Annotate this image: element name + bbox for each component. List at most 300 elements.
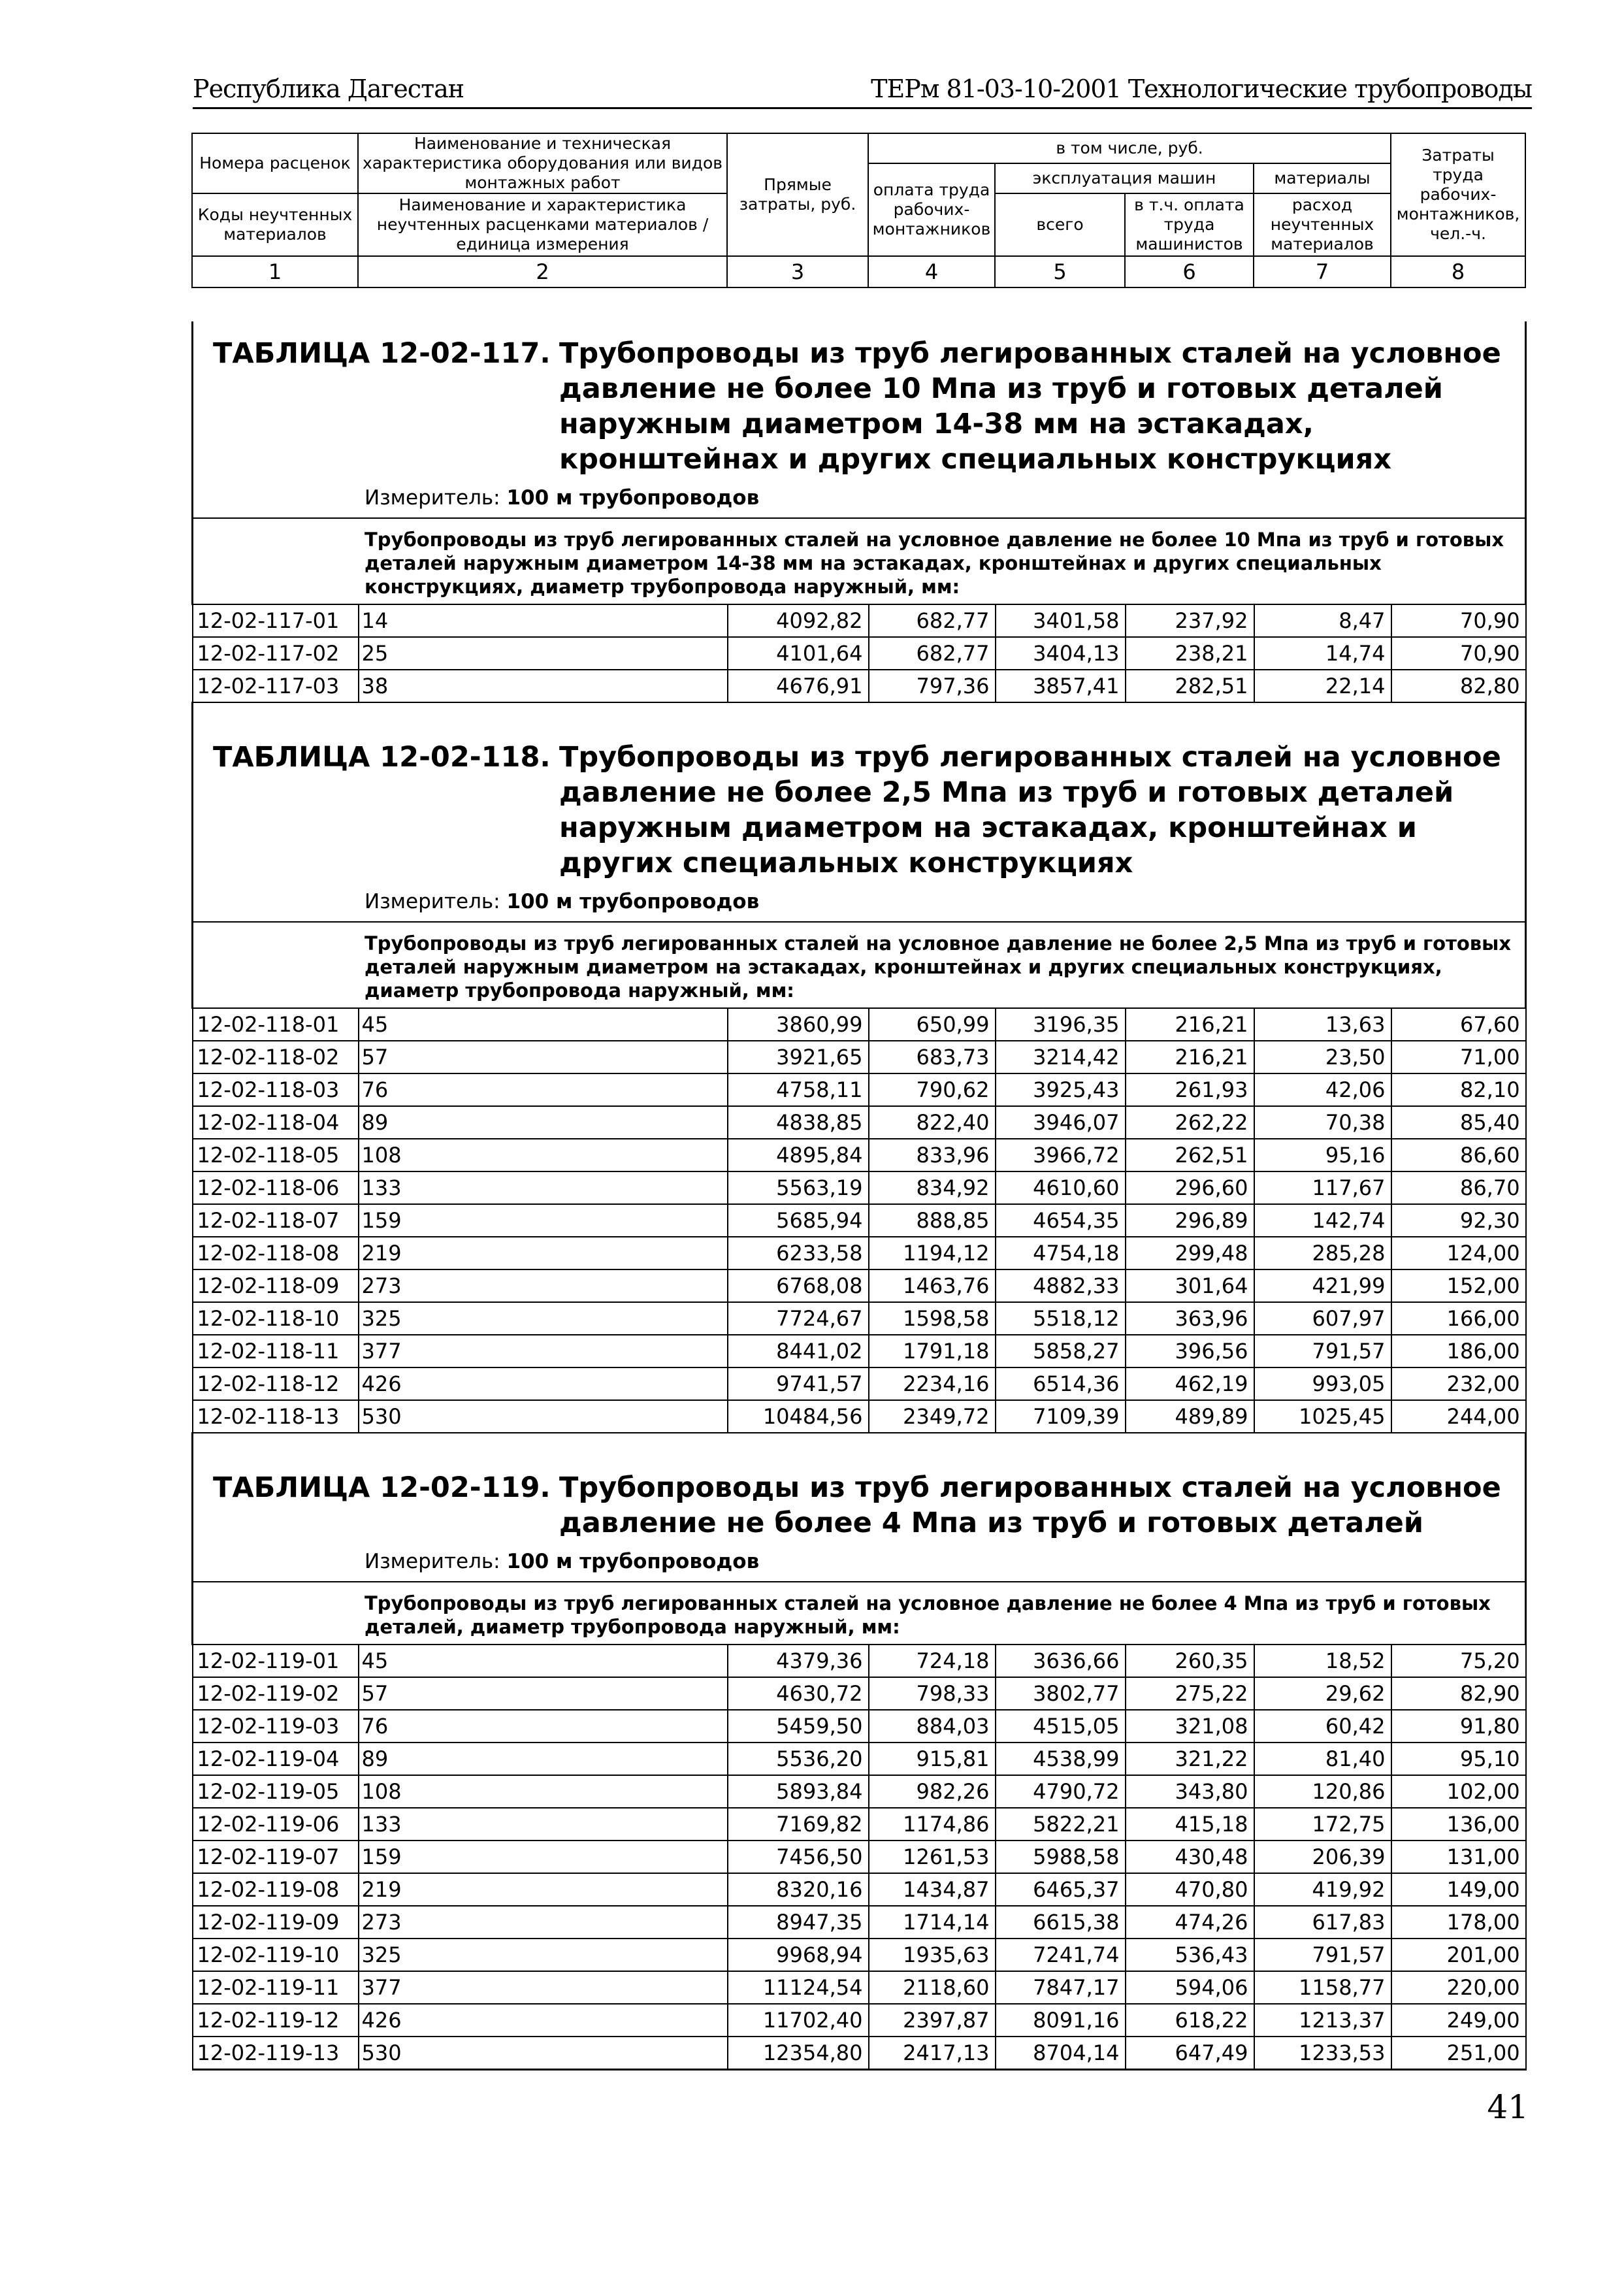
rate-code: 12-02-119-13	[193, 2037, 359, 2070]
table-row	[193, 1677, 1526, 1710]
cell-materials: 120,86	[1254, 1775, 1391, 1808]
rate-code: 12-02-118-04	[193, 1106, 359, 1139]
header-machines-total: всего	[995, 193, 1125, 256]
cell-machines: 5988,58	[996, 1841, 1126, 1873]
measure-label: Измеритель:	[365, 486, 500, 510]
measure-line	[365, 1550, 1525, 1581]
cell-labor: 822,40	[869, 1106, 996, 1139]
cell-hours: 71,00	[1391, 1041, 1526, 1073]
cell-hours: 201,00	[1391, 1939, 1526, 1971]
cell-operators: 237,92	[1126, 604, 1254, 637]
cell-operators: 489,89	[1126, 1400, 1254, 1433]
cell-operators: 618,22	[1126, 2004, 1254, 2037]
cell-hours: 232,00	[1391, 1367, 1526, 1400]
cell-operators: 299,48	[1126, 1237, 1254, 1269]
cell-materials: 1158,77	[1254, 1971, 1391, 2004]
cell-operators: 296,60	[1126, 1171, 1254, 1204]
table-row	[193, 1645, 1526, 1677]
pipe-diameter: 273	[359, 1269, 728, 1302]
table-row	[193, 1269, 1526, 1302]
cell-materials: 206,39	[1254, 1841, 1391, 1873]
pipe-diameter: 76	[359, 1710, 728, 1743]
cell-machines: 3925,43	[996, 1073, 1126, 1106]
cell-materials: 13,63	[1254, 1008, 1391, 1041]
pipe-diameter: 219	[359, 1873, 728, 1906]
pipe-diameter: 57	[359, 1677, 728, 1710]
cell-direct: 10484,56	[728, 1400, 869, 1433]
cell-labor: 724,18	[869, 1645, 996, 1677]
cell-direct: 6768,08	[728, 1269, 869, 1302]
rate-code: 12-02-118-07	[193, 1204, 359, 1237]
cell-direct: 7456,50	[728, 1841, 869, 1873]
cell-labor: 1791,18	[869, 1335, 996, 1367]
pipe-diameter: 25	[359, 637, 728, 670]
rate-code: 12-02-118-10	[193, 1302, 359, 1335]
rate-code: 12-02-117-01	[193, 604, 359, 637]
cell-machines: 3946,07	[996, 1106, 1126, 1139]
running-header-document: ТЕРм 81-03-10-2001 Технологические трубопроводы	[871, 74, 1532, 103]
cell-direct: 4838,85	[728, 1106, 869, 1139]
cell-hours: 92,30	[1391, 1204, 1526, 1237]
cell-labor: 2118,60	[869, 1971, 996, 2004]
rate-code: 12-02-119-03	[193, 1710, 359, 1743]
rate-code: 12-02-119-09	[193, 1906, 359, 1939]
cell-direct: 7724,67	[728, 1302, 869, 1335]
cell-materials: 172,75	[1254, 1808, 1391, 1841]
cell-labor: 1194,12	[869, 1237, 996, 1269]
cell-operators: 321,22	[1126, 1743, 1254, 1775]
rate-code: 12-02-117-02	[193, 637, 359, 670]
table-row	[193, 2037, 1526, 2070]
table-row	[193, 1939, 1526, 1971]
cell-operators: 462,19	[1126, 1367, 1254, 1400]
rate-code: 12-02-119-12	[193, 2004, 359, 2037]
cell-labor: 1598,58	[869, 1302, 996, 1335]
table-row	[193, 1906, 1526, 1939]
cell-materials: 8,47	[1254, 604, 1391, 637]
pipe-diameter: 530	[359, 2037, 728, 2070]
header-operator-pay: в т.ч. оплата труда машинистов	[1125, 193, 1254, 256]
cell-direct: 3860,99	[728, 1008, 869, 1041]
cell-materials: 607,97	[1254, 1302, 1391, 1335]
rate-code: 12-02-118-01	[193, 1008, 359, 1041]
table-row	[193, 637, 1526, 670]
rate-code: 12-02-118-09	[193, 1269, 359, 1302]
cell-operators: 261,93	[1126, 1073, 1254, 1106]
pipe-diameter: 426	[359, 2004, 728, 2037]
cell-machines: 8704,14	[996, 2037, 1126, 2070]
cell-materials: 1025,45	[1254, 1400, 1391, 1433]
cell-direct: 7169,82	[728, 1808, 869, 1841]
pipe-diameter: 159	[359, 1841, 728, 1873]
table-row	[193, 1775, 1526, 1808]
cell-hours: 220,00	[1391, 1971, 1526, 2004]
cell-hours: 82,80	[1391, 670, 1526, 702]
pipe-diameter: 133	[359, 1171, 728, 1204]
cell-hours: 70,90	[1391, 637, 1526, 670]
header-labor-hours: Затраты труда рабочих-монтажников, чел.-ч.	[1391, 133, 1525, 256]
cell-direct: 3921,65	[728, 1041, 869, 1073]
cell-machines: 3401,58	[996, 604, 1126, 637]
header-work-name: Наименование и техническая характеристика оборудования или видов монтажных работ	[358, 133, 727, 193]
cell-direct: 4092,82	[728, 604, 869, 637]
cell-hours: 251,00	[1391, 2037, 1526, 2070]
header-rate-numbers: Номера расценок	[192, 133, 358, 193]
cell-operators: 396,56	[1126, 1335, 1254, 1367]
pipe-diameter: 45	[359, 1008, 728, 1041]
cell-operators: 260,35	[1126, 1645, 1254, 1677]
cell-machines: 4882,33	[996, 1269, 1126, 1302]
header-labor-pay: оплата труда рабочих-монтажников	[868, 163, 995, 256]
cell-operators: 647,49	[1126, 2037, 1254, 2070]
table-label: ТАБЛИЦА 12-02-118.	[213, 741, 551, 774]
rate-code: 12-02-117-03	[193, 670, 359, 702]
pipe-diameter: 530	[359, 1400, 728, 1433]
cell-labor: 2234,16	[869, 1367, 996, 1400]
rate-code: 12-02-118-13	[193, 1400, 359, 1433]
pipe-diameter: 159	[359, 1204, 728, 1237]
cell-materials: 791,57	[1254, 1335, 1391, 1367]
cell-hours: 86,70	[1391, 1171, 1526, 1204]
rate-code: 12-02-119-07	[193, 1841, 359, 1873]
pipe-diameter: 426	[359, 1367, 728, 1400]
cell-labor: 915,81	[869, 1743, 996, 1775]
table-row	[193, 1367, 1526, 1400]
cell-labor: 797,36	[869, 670, 996, 702]
cell-materials: 421,99	[1254, 1269, 1391, 1302]
table-row	[193, 1041, 1526, 1073]
pipe-diameter: 89	[359, 1743, 728, 1775]
cell-labor: 790,62	[869, 1073, 996, 1106]
rates-body-table	[191, 321, 1527, 2070]
pipe-diameter: 45	[359, 1645, 728, 1677]
cell-machines: 4610,60	[996, 1171, 1126, 1204]
cell-direct: 4676,91	[728, 670, 869, 702]
cell-machines: 6615,38	[996, 1906, 1126, 1939]
cell-labor: 982,26	[869, 1775, 996, 1808]
pipe-diameter: 377	[359, 1971, 728, 2004]
pipe-diameter: 108	[359, 1139, 728, 1171]
cell-machines: 7241,74	[996, 1939, 1126, 1971]
cell-materials: 14,74	[1254, 637, 1391, 670]
cell-labor: 2397,87	[869, 2004, 996, 2037]
cell-materials: 29,62	[1254, 1677, 1391, 1710]
cell-machines: 4515,05	[996, 1710, 1126, 1743]
pipe-diameter: 325	[359, 1939, 728, 1971]
col-num-8: 8	[1391, 256, 1525, 287]
cell-operators: 470,80	[1126, 1873, 1254, 1906]
cell-machines: 7847,17	[996, 1971, 1126, 2004]
cell-hours: 124,00	[1391, 1237, 1526, 1269]
cell-direct: 5893,84	[728, 1775, 869, 1808]
col-num-5: 5	[995, 256, 1125, 287]
cell-operators: 216,21	[1126, 1008, 1254, 1041]
col-num-1: 1	[192, 256, 358, 287]
cell-operators: 474,26	[1126, 1906, 1254, 1939]
rate-code: 12-02-118-06	[193, 1171, 359, 1204]
cell-materials: 81,40	[1254, 1743, 1391, 1775]
cell-direct: 4758,11	[728, 1073, 869, 1106]
col-num-6: 6	[1125, 256, 1254, 287]
cell-operators: 216,21	[1126, 1041, 1254, 1073]
rate-code: 12-02-119-10	[193, 1939, 359, 1971]
cell-direct: 5459,50	[728, 1710, 869, 1743]
cell-hours: 178,00	[1391, 1906, 1526, 1939]
cell-materials: 23,50	[1254, 1041, 1391, 1073]
table-row	[193, 604, 1526, 637]
cell-direct: 8947,35	[728, 1906, 869, 1939]
rate-code: 12-02-119-04	[193, 1743, 359, 1775]
cell-machines: 3636,66	[996, 1645, 1126, 1677]
cell-labor: 1714,14	[869, 1906, 996, 1939]
cell-machines: 6465,37	[996, 1873, 1126, 1906]
measure-value: 100 м трубопроводов	[506, 1550, 760, 1573]
cell-direct: 4101,64	[728, 637, 869, 670]
pipe-diameter: 89	[359, 1106, 728, 1139]
cell-materials: 791,57	[1254, 1939, 1391, 1971]
rate-code: 12-02-119-08	[193, 1873, 359, 1906]
running-header-region: Республика Дагестан	[193, 74, 464, 103]
cell-materials: 1233,53	[1254, 2037, 1391, 2070]
cell-materials: 993,05	[1254, 1367, 1391, 1400]
cell-materials: 18,52	[1254, 1645, 1391, 1677]
cell-operators: 321,08	[1126, 1710, 1254, 1743]
cell-machines: 3966,72	[996, 1139, 1126, 1171]
table-description: Трубопроводы из труб легированных сталей на условное давление не более 4 Мпа из труб и готовых деталей, диаметр трубопровода наружный, мм:	[193, 1581, 1525, 1644]
measure-label: Измеритель:	[365, 890, 500, 913]
cell-materials: 60,42	[1254, 1710, 1391, 1743]
cell-labor: 833,96	[869, 1139, 996, 1171]
page-number: 41	[1487, 2088, 1529, 2126]
pipe-diameter: 325	[359, 1302, 728, 1335]
cell-materials: 1213,37	[1254, 2004, 1391, 2037]
table-title-text: Трубопроводы из труб легированных сталей на условное давление не более 4 Мпа из труб и готовых деталей	[559, 1471, 1501, 1539]
table-row	[193, 1237, 1526, 1269]
rate-code: 12-02-118-12	[193, 1367, 359, 1400]
cell-operators: 343,80	[1126, 1775, 1254, 1808]
cell-labor: 683,73	[869, 1041, 996, 1073]
cell-machines: 5822,21	[996, 1808, 1126, 1841]
cell-labor: 834,92	[869, 1171, 996, 1204]
table-title	[193, 1470, 1525, 1541]
cell-materials: 419,92	[1254, 1873, 1391, 1906]
cell-labor: 1174,86	[869, 1808, 996, 1841]
cell-direct: 9968,94	[728, 1939, 869, 1971]
table-row	[193, 1841, 1526, 1873]
rate-code: 12-02-119-06	[193, 1808, 359, 1841]
cell-materials: 95,16	[1254, 1139, 1391, 1171]
cell-machines: 3196,35	[996, 1008, 1126, 1041]
cell-hours: 70,90	[1391, 604, 1526, 637]
cell-machines: 6514,36	[996, 1367, 1126, 1400]
cell-direct: 6233,58	[728, 1237, 869, 1269]
pipe-diameter: 273	[359, 1906, 728, 1939]
pipe-diameter: 219	[359, 1237, 728, 1269]
cell-direct: 4895,84	[728, 1139, 869, 1171]
cell-direct: 5685,94	[728, 1204, 869, 1237]
table-row	[193, 1139, 1526, 1171]
cell-materials: 22,14	[1254, 670, 1391, 702]
cell-labor: 682,77	[869, 604, 996, 637]
cell-operators: 275,22	[1126, 1677, 1254, 1710]
cell-hours: 166,00	[1391, 1302, 1526, 1335]
rate-code: 12-02-119-01	[193, 1645, 359, 1677]
cell-operators: 363,96	[1126, 1302, 1254, 1335]
cell-direct: 11702,40	[728, 2004, 869, 2037]
cell-machines: 4754,18	[996, 1237, 1126, 1269]
rate-code: 12-02-118-02	[193, 1041, 359, 1073]
table-label: ТАБЛИЦА 12-02-119.	[213, 1471, 551, 1504]
cell-direct: 5536,20	[728, 1743, 869, 1775]
header-machine-operation: эксплуатация машин	[995, 163, 1254, 193]
cell-direct: 8320,16	[728, 1873, 869, 1906]
cell-operators: 296,89	[1126, 1204, 1254, 1237]
col-num-2: 2	[358, 256, 727, 287]
cell-machines: 7109,39	[996, 1400, 1126, 1433]
cell-operators: 282,51	[1126, 670, 1254, 702]
cell-hours: 91,80	[1391, 1710, 1526, 1743]
cell-direct: 11124,54	[728, 1971, 869, 2004]
pipe-diameter: 133	[359, 1808, 728, 1841]
cell-materials: 617,83	[1254, 1906, 1391, 1939]
cell-materials: 70,38	[1254, 1106, 1391, 1139]
cell-labor: 1434,87	[869, 1873, 996, 1906]
running-header	[193, 73, 1532, 109]
cell-hours: 85,40	[1391, 1106, 1526, 1139]
rate-code: 12-02-118-05	[193, 1139, 359, 1171]
table-title	[193, 336, 1525, 477]
cell-hours: 67,60	[1391, 1008, 1526, 1041]
cell-hours: 82,90	[1391, 1677, 1526, 1710]
cell-labor: 682,77	[869, 637, 996, 670]
rate-code: 12-02-118-08	[193, 1237, 359, 1269]
cell-hours: 131,00	[1391, 1841, 1526, 1873]
pipe-diameter: 108	[359, 1775, 728, 1808]
table-row	[193, 1710, 1526, 1743]
cell-machines: 3214,42	[996, 1041, 1126, 1073]
cell-hours: 136,00	[1391, 1808, 1526, 1841]
cell-direct: 8441,02	[728, 1335, 869, 1367]
cell-direct: 5563,19	[728, 1171, 869, 1204]
table-row	[193, 1743, 1526, 1775]
cell-hours: 86,60	[1391, 1139, 1526, 1171]
table-description: Трубопроводы из труб легированных сталей на условное давление не более 2,5 Мпа из труб и готовых деталей наружным диаметром на эстакадах, кронштейнах и других специальных конструкциях, диаметр трубопровода наружный, мм:	[193, 921, 1525, 1007]
table-row	[193, 1302, 1526, 1335]
rate-code: 12-02-119-11	[193, 1971, 359, 2004]
pipe-diameter: 38	[359, 670, 728, 702]
header-direct-costs: Прямые затраты, руб.	[727, 133, 868, 256]
cell-hours: 82,10	[1391, 1073, 1526, 1106]
cell-materials: 42,06	[1254, 1073, 1391, 1106]
cell-hours: 244,00	[1391, 1400, 1526, 1433]
cell-direct: 12354,80	[728, 2037, 869, 2070]
table-row	[193, 1400, 1526, 1433]
pipe-diameter: 14	[359, 604, 728, 637]
table-row	[193, 2004, 1526, 2037]
table-label: ТАБЛИЦА 12-02-117.	[213, 337, 551, 370]
cell-hours: 102,00	[1391, 1775, 1526, 1808]
table-title	[193, 740, 1525, 881]
measure-label: Измеритель:	[365, 1550, 500, 1573]
cell-operators: 262,51	[1126, 1139, 1254, 1171]
rate-code: 12-02-118-03	[193, 1073, 359, 1106]
cell-machines: 4538,99	[996, 1743, 1126, 1775]
cell-operators: 301,64	[1126, 1269, 1254, 1302]
cell-labor: 888,85	[869, 1204, 996, 1237]
table-row	[193, 1073, 1526, 1106]
table-title-text: Трубопроводы из труб легированных сталей на условное давление не более 2,5 Мпа из труб и готовых деталей наружным диаметром на эстакадах, кронштейнах и других специальных конструкциях	[559, 741, 1501, 879]
table-row	[193, 1008, 1526, 1041]
table-row	[193, 1204, 1526, 1237]
cell-operators: 594,06	[1126, 1971, 1254, 2004]
cell-operators: 238,21	[1126, 637, 1254, 670]
cell-operators: 415,18	[1126, 1808, 1254, 1841]
cell-materials: 142,74	[1254, 1204, 1391, 1237]
pipe-diameter: 57	[359, 1041, 728, 1073]
cell-labor: 2417,13	[869, 2037, 996, 2070]
cell-materials: 285,28	[1254, 1237, 1391, 1269]
table-row	[193, 1971, 1526, 2004]
cell-machines: 3802,77	[996, 1677, 1126, 1710]
cell-operators: 430,48	[1126, 1841, 1254, 1873]
measure-value: 100 м трубопроводов	[506, 486, 760, 510]
header-material-names: Наименование и характеристика неучтенных расценками материалов / единица измерения	[358, 193, 727, 256]
cell-direct: 4379,36	[728, 1645, 869, 1677]
header-materials: материалы	[1254, 163, 1391, 193]
rate-code: 12-02-119-05	[193, 1775, 359, 1808]
cell-hours: 149,00	[1391, 1873, 1526, 1906]
col-num-4: 4	[868, 256, 995, 287]
cell-materials: 117,67	[1254, 1171, 1391, 1204]
header-including-group: в том числе, руб.	[868, 133, 1391, 163]
cell-machines: 4790,72	[996, 1775, 1126, 1808]
col-num-7: 7	[1254, 256, 1391, 287]
cell-machines: 4654,35	[996, 1204, 1126, 1237]
cell-machines: 3404,13	[996, 637, 1126, 670]
rate-code: 12-02-118-11	[193, 1335, 359, 1367]
cell-labor: 1935,63	[869, 1939, 996, 1971]
rate-code: 12-02-119-02	[193, 1677, 359, 1710]
cell-labor: 650,99	[869, 1008, 996, 1041]
cell-machines: 8091,16	[996, 2004, 1126, 2037]
pipe-diameter: 377	[359, 1335, 728, 1367]
table-row	[193, 1335, 1526, 1367]
cell-machines: 5858,27	[996, 1335, 1126, 1367]
cell-labor: 798,33	[869, 1677, 996, 1710]
header-material-codes: Коды неучтенных материалов	[192, 193, 358, 256]
table-row	[193, 670, 1526, 702]
cell-machines: 5518,12	[996, 1302, 1126, 1335]
pipe-diameter: 76	[359, 1073, 728, 1106]
table-row	[193, 1808, 1526, 1841]
table-row	[193, 1873, 1526, 1906]
measure-line	[365, 890, 1525, 921]
header-material-consumption: расход неучтенных материалов	[1254, 193, 1391, 256]
cell-direct: 4630,72	[728, 1677, 869, 1710]
column-header-table	[191, 133, 1526, 288]
cell-hours: 75,20	[1391, 1645, 1526, 1677]
cell-hours: 249,00	[1391, 2004, 1526, 2037]
cell-hours: 95,10	[1391, 1743, 1526, 1775]
cell-machines: 3857,41	[996, 670, 1126, 702]
cell-direct: 9741,57	[728, 1367, 869, 1400]
cell-labor: 1261,53	[869, 1841, 996, 1873]
table-title-text: Трубопроводы из труб легированных сталей на условное давление не более 10 Мпа из труб и готовых деталей наружным диаметром 14-38 мм на эстакадах, кронштейнах и других специальных конструкциях	[559, 337, 1501, 476]
cell-hours: 186,00	[1391, 1335, 1526, 1367]
cell-operators: 262,22	[1126, 1106, 1254, 1139]
measure-line	[365, 486, 1525, 517]
cell-labor: 2349,72	[869, 1400, 996, 1433]
